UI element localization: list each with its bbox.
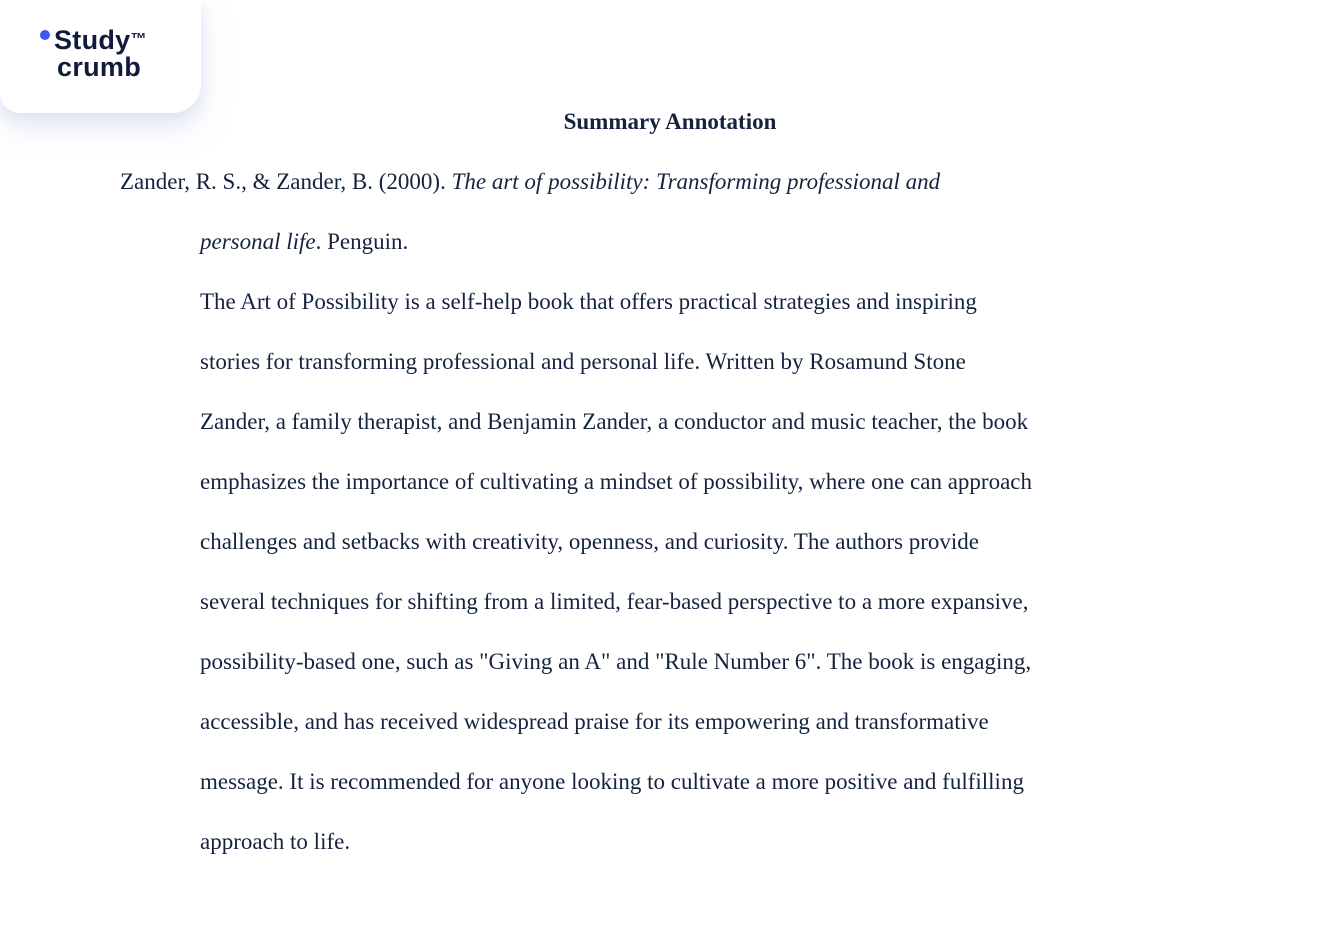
logo-word-study bbox=[40, 26, 147, 54]
logo-dot-icon bbox=[40, 30, 50, 40]
citation-book-title-part2: personal life bbox=[200, 229, 316, 254]
citation-line-1 bbox=[120, 152, 1220, 212]
annotation-line: The Art of Possibility is a self-help book that offers practical strategies and inspiring bbox=[200, 289, 977, 314]
citation-line-2 bbox=[120, 212, 1220, 272]
citation-publisher: . Penguin. bbox=[315, 229, 409, 254]
studycrumb-logo[interactable] bbox=[0, 0, 201, 113]
annotation-line: several techniques for shifting from a limited, fear-based perspective to a more expansive, bbox=[200, 589, 1029, 614]
logo-trademark: ™ bbox=[130, 31, 147, 48]
annotation-line: stories for transforming professional and personal life. Written by Rosamund Stone bbox=[200, 349, 966, 374]
apa-citation bbox=[120, 152, 1220, 272]
annotation-paragraph bbox=[200, 272, 1220, 872]
annotation-line: emphasizes the importance of cultivating a mindset of possibility, where one can approach bbox=[200, 469, 1032, 494]
annotation-line: challenges and setbacks with creativity, openness, and curiosity. The authors provide bbox=[200, 529, 980, 554]
annotation-line: possibility-based one, such as "Giving an A" and "Rule Number 6". The book is engaging, bbox=[200, 649, 1032, 674]
annotation-line: accessible, and has received widespread praise for its empowering and transformative bbox=[200, 709, 989, 734]
annotation-line: message. It is recommended for anyone looking to cultivate a more positive and fulfilling bbox=[200, 769, 1024, 794]
page-title: Summary Annotation bbox=[563, 109, 777, 134]
citation-authors-year: Zander, R. S., & Zander, B. (2000). bbox=[120, 169, 452, 194]
logo-word-crumb: crumb bbox=[57, 52, 142, 82]
logo-lockup bbox=[40, 26, 147, 80]
annotation-line: approach to life. bbox=[200, 829, 351, 854]
logo-word-study-text: Study bbox=[54, 25, 131, 55]
citation-book-title-part1: The art of possibility: Transforming professional and bbox=[451, 169, 941, 194]
annotation-line: Zander, a family therapist, and Benjamin Zander, a conductor and music teacher, the book bbox=[200, 409, 1029, 434]
